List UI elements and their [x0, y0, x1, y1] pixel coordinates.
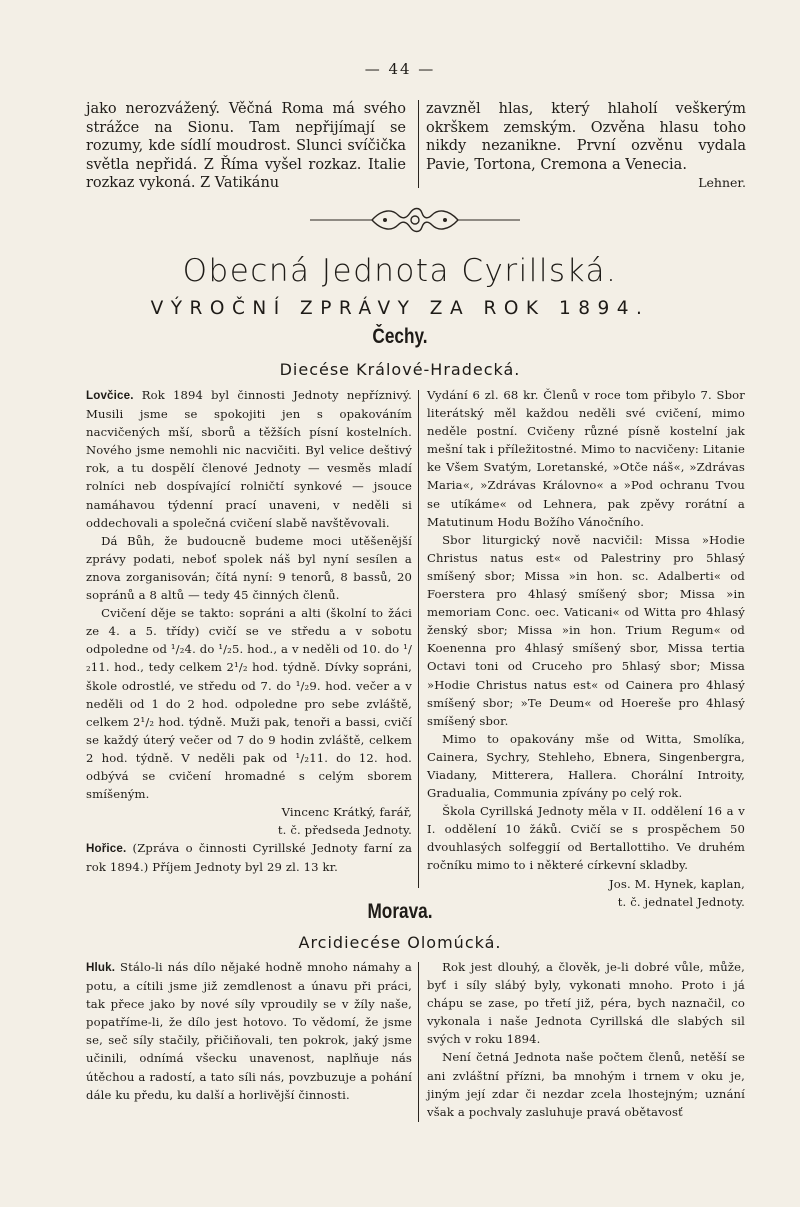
signature-line: t. č. jednatel Jednoty.	[617, 894, 745, 909]
paragraph: Sbor liturgický nově nacvičil: Missa »Hodie Christus natus est« od Palestriny pro 5hlasý smíšený sbor; Missa »in hon. sc. Adalberti« od Foerstera pro 4hlasý smíšený sbor; Missa »in memoriam Conc. oec. Vaticani« od Witta pro 4hlasý ženský sbor; Missa »in hon. Trium Regum« od Koenenna pro 4hlasý smíšený sbor, Missa tertia Octavi toni od Cruceho pro 5hlasý sbor; Missa »Hodie Christus natus est« od Cainera pro 4hlasý smíšený sbor; »Te Deum« od Hoereše pro 4hlasý smíšený sbor.	[427, 532, 745, 728]
section1-left-column	[86, 386, 412, 877]
place-name-hluk: Hluk.	[86, 961, 116, 974]
paragraph: Mimo to opakovány mše od Witta, Smolíka, Cainera, Sychry, Stehleho, Ebnera, Singenbergra, Viadany, Mitterera, Hallera. Chorální Introity, Gradualia, Communia zpívány po celý rok.	[427, 731, 745, 801]
region-heading-bohemia: Čechy.	[372, 325, 428, 348]
paragraph: Rok jest dlouhý, a člověk, je-li dobré vůle, může, byť i síly slábý byly, vykonati mnoho. Proto i já chápu se zase, po třetí již, péra, bych naznačil, co vykonala i naše Jednota Cyrillská dle slabých sil svých v roku 1894.	[427, 960, 745, 1047]
place-name-lovcice: Lovčice.	[86, 389, 134, 402]
diocese-heading-olomouc: Arcidiecése Olomúcká.	[298, 933, 502, 952]
section1-right-column	[427, 386, 745, 911]
diocese-heading-hradec: Diecése Králové-Hradecká.	[279, 360, 521, 379]
hluk-report: Stálo-li nás dílo nějaké hodně mnoho námahy a potu, a cítili jsme již zemdlenost a únavu při práci, tak přece jako by nové síly vproudily se v žíly naše, popatříme-li, že dílo jest hotovo. To vědomí, že jsme se, seč síly stačily, přičiňovali, ten pokrok, jaký jsme učinili, odnímá všecku unavenost, naplňuje nás útěchou a radostí, a tato síli nás, povzbuzuje a pohání dále ku předu, ku další a horlivější činnosti.	[86, 960, 412, 1102]
section2-left-column	[86, 958, 412, 1104]
signature-line: t. č. předseda Jednoty.	[277, 823, 412, 838]
top-left-text: jako nerozvážený. Věčná Roma má svého strážce na Sionu. Tam nepřijímají se rozumy, kde sídlí moudrost. Slunci svíčička světla nepřidá. Z Říma vyšel rozkaz. Italie rozkaz vykoná. Z Vatikánu	[86, 101, 406, 191]
lovcice-report: Rok 1894 byl činnosti Jednoty nepříznivý. Musili jsme se spokojiti jen s opakováním nacvičených mší, sborů a těžších písní kostelních. Nového jsme nemohli nic nacvičiti. Byl velice deštivý rok, a tu dospělí členové Jednoty — vesměs mladí rolníci neb dospívající rolničtí synkové — jsouce namáhavou týdenní prací unaveni, v neděli si oddechovali a společná cvičení slabě navštěvovali.	[86, 388, 412, 530]
top-right-text: zavzněl hlas, který hlaholí veškerým okrškem zemským. Ozvěna hlasu toho nikdy nezanikne. První ozvěnu vydala Pavie, Tortona, Cremona a Venecia.	[426, 101, 746, 173]
page-number: — 44 —	[364, 60, 436, 78]
top-right-column	[426, 100, 746, 193]
paragraph: Dá Bůh, že budoucně budeme moci utěšenější zprávy podati, neboť spolek náš byl nyní sesílen a znova zorganisován; čítá nyní: 9 tenorů, 8 bassů, 20 sopránů a 8 altů — tedy 45 činných členů.	[86, 533, 412, 603]
column-divider	[418, 962, 419, 1122]
horice-report: (Zpráva o činnosti Cyrillské Jednoty farní za rok 1894.) Příjem Jednoty byl 29 zl. 13 kr.	[86, 841, 413, 875]
report-subtitle: VÝROČNÍ ZPRÁVY ZA ROK 1894.	[150, 298, 650, 319]
signature-line: Jos. M. Hynek, kaplan,	[608, 876, 745, 891]
column-divider	[418, 100, 419, 188]
place-name-horice: Hořice.	[86, 842, 127, 856]
paragraph: Není četná Jednota naše počtem členů, netěší se ani zvláštní přízni, ba mnohým i trnem v oku je, jiným její zdar či nezdar zcela lhostejným; uznání však a pochvaly zasluhuje pravá obětavosť	[427, 1050, 745, 1119]
top-continuation	[86, 100, 746, 195]
author-signature: Lehner.	[698, 175, 746, 190]
paragraph: Vydání 6 zl. 68 kr. Členů v roce tom přibylo 7. Sbor literátský měl každou neděli své cvičení, mimo neděle postní. Cvičeny různé písně kostelní jak mešní tak i příležitostné. Mimo to nacvičeny: Litanie ke Všem Svatým, Loretanské, »Otče náš«, »Zdrávas Maria«, »Zdrávas Královno« a »Pod ochranu Tvou se utíkáme« od Lehnera, pak zpěvy rorátní a Matutinum Hodu Božího Vánočního.	[427, 388, 745, 529]
ornament-divider-icon	[310, 203, 520, 237]
paragraph: Cvičení děje se takto: sopráni a alti (školní to žáci ze 4. a 5. třídy) cvičí se ve středu a v sobotu odpoledne od ¹/₂4. do ¹/₂5. hod., a v neděli od 10. do ¹/₂11. hod., tedy celkem 2¹/₂ hod. týdně. Dívky sopráni, škole odrostlé, ve středu od 7. do ¹/₂9. hod. večer a v neděli od 1 do 2 hod. odpoledne pro sebe zvláště, celkem 2¹/₂ hod. týdně. Muži pak, tenoři a bassi, cvičí se každý úterý večer od 7 do 9 hodin zvláště, celkem 2 hod. týdně. V neděli pak od ¹/₂11. do 12. hod. odbývá se cvičení hromadné s celým sborem smíšeným.	[86, 606, 412, 802]
main-title: Obecná Jednota Cyrillská.	[182, 253, 618, 289]
region-heading-moravia: Morava.	[367, 900, 433, 923]
column-divider	[418, 390, 419, 888]
paragraph: Škola Cyrillská Jednoty měla v II. oddělení 16 a v I. oddělení 10 žáků. Cvičí se s prospěchem 50 dvouhlasých solfeggií od Bertallottiho. Ve druhém ročníku mimo to i některé církevní skladby.	[427, 804, 745, 873]
section2-right-column	[427, 958, 745, 1121]
signature-line: Vincenc Krátký, farář,	[281, 805, 412, 820]
